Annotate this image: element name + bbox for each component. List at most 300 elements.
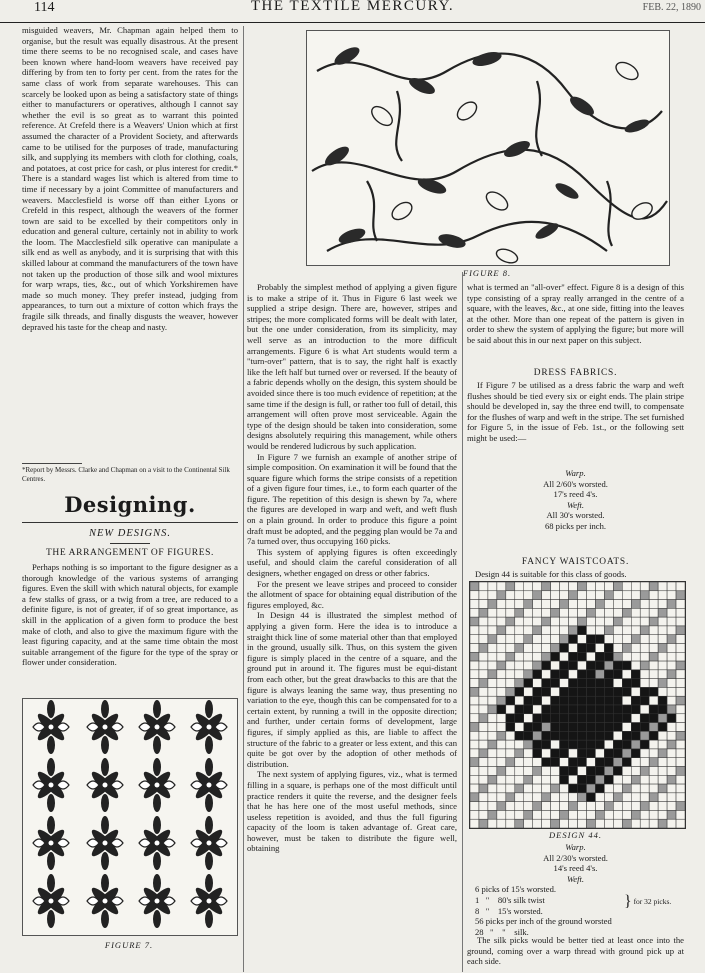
grid-cell <box>470 661 479 670</box>
grid-cell <box>542 810 551 819</box>
grid-cell <box>542 661 551 670</box>
grid-cell <box>533 705 542 714</box>
grid-cell <box>578 705 587 714</box>
grid-cell <box>613 626 622 635</box>
grid-cell <box>604 617 613 626</box>
grid-cell <box>667 670 676 679</box>
grid-cell <box>488 617 497 626</box>
grid-cell <box>640 635 649 644</box>
grid-cell <box>497 767 506 776</box>
grid-cell <box>479 758 488 767</box>
grid-cell <box>569 591 578 600</box>
grid-cell <box>551 670 560 679</box>
grid-cell <box>649 687 658 696</box>
grid-cell <box>586 767 595 776</box>
grid-cell <box>631 679 640 688</box>
grid-cell <box>542 617 551 626</box>
grid-cell <box>533 644 542 653</box>
grid-cell <box>622 600 631 609</box>
grid-cell <box>515 793 524 802</box>
grid-cell <box>560 617 569 626</box>
grid-cell <box>586 652 595 661</box>
grid-cell <box>595 793 604 802</box>
grid-cell <box>631 600 640 609</box>
grid-cell <box>551 626 560 635</box>
grid-cell <box>470 600 479 609</box>
grid-cell <box>551 793 560 802</box>
grid-cell <box>551 740 560 749</box>
grid-cell <box>622 679 631 688</box>
grid-cell <box>524 775 533 784</box>
grid-cell <box>551 652 560 661</box>
section-title: Designing. <box>64 492 196 517</box>
grid-cell <box>515 705 524 714</box>
grid-cell <box>488 635 497 644</box>
grid-cell <box>604 661 613 670</box>
grid-cell <box>533 819 542 828</box>
grid-cell <box>667 758 676 767</box>
grid-cell <box>604 714 613 723</box>
grid-cell <box>479 696 488 705</box>
grid-cell <box>613 784 622 793</box>
grid-cell <box>622 731 631 740</box>
grid-cell <box>631 775 640 784</box>
grid-cell <box>524 652 533 661</box>
grid-cell <box>658 793 667 802</box>
spec-line: 17's reed 4's. <box>553 489 598 500</box>
grid-cell <box>551 661 560 670</box>
grid-cell <box>595 608 604 617</box>
grid-cell <box>613 740 622 749</box>
grid-cell <box>578 600 587 609</box>
figure-7-motifs <box>33 700 227 928</box>
page-header <box>0 0 705 23</box>
grid-cell <box>649 723 658 732</box>
grid-cell <box>569 679 578 688</box>
grid-cell <box>506 617 515 626</box>
grid-cell <box>631 740 640 749</box>
grid-cell <box>613 687 622 696</box>
grid-cell <box>586 591 595 600</box>
grid-cell <box>586 582 595 591</box>
grid-cell <box>649 626 658 635</box>
grid-cell <box>676 767 685 776</box>
waistcoat-spec <box>467 842 684 937</box>
grid-cell <box>569 670 578 679</box>
grid-cell <box>479 749 488 758</box>
grid-cell <box>622 687 631 696</box>
grid-cell <box>479 617 488 626</box>
grid-cell <box>649 731 658 740</box>
grid-cell <box>676 784 685 793</box>
grid-cell <box>622 740 631 749</box>
grid-cell <box>622 784 631 793</box>
grid-cell <box>667 600 676 609</box>
grid-cell <box>542 784 551 793</box>
grid-cell <box>470 705 479 714</box>
grid-cell <box>658 819 667 828</box>
grid-cell <box>604 679 613 688</box>
grid-cell <box>604 758 613 767</box>
grid-cell <box>631 608 640 617</box>
grid-cell <box>515 582 524 591</box>
grid-cell <box>560 758 569 767</box>
grid-cell <box>524 714 533 723</box>
grid-cell <box>676 802 685 811</box>
grid-cell <box>578 582 587 591</box>
grid-cell <box>542 635 551 644</box>
grid-cell <box>533 758 542 767</box>
grid-cell <box>658 696 667 705</box>
grid-cell <box>497 617 506 626</box>
grid-cell <box>569 767 578 776</box>
grid-cell <box>533 582 542 591</box>
grid-cell <box>676 819 685 828</box>
brace-note-text: for 32 picks. <box>633 897 672 907</box>
grid-cell <box>488 608 497 617</box>
grid-cell <box>586 802 595 811</box>
grid-cell <box>542 696 551 705</box>
grid-cell <box>622 758 631 767</box>
grid-cell <box>560 661 569 670</box>
grid-cell <box>497 696 506 705</box>
grid-cell <box>649 670 658 679</box>
grid-cell <box>604 802 613 811</box>
grid-cell <box>515 731 524 740</box>
subtitle-rule <box>110 543 150 544</box>
grid-cell <box>586 600 595 609</box>
grid-cell <box>470 714 479 723</box>
weft-line: 28 " " silk. <box>475 926 529 937</box>
grid-cell <box>506 644 515 653</box>
grid-cell <box>578 802 587 811</box>
grid-cell <box>479 767 488 776</box>
grid-cell <box>533 600 542 609</box>
warp-line: 14's reed 4's. <box>553 863 598 874</box>
grid-cell <box>533 687 542 696</box>
grid-cell <box>586 608 595 617</box>
grid-cell <box>560 591 569 600</box>
weft-brace-note <box>624 893 672 910</box>
grid-cell <box>515 652 524 661</box>
grid-cell <box>676 679 685 688</box>
grid-cell <box>604 775 613 784</box>
grid-cell <box>578 714 587 723</box>
grid-cell <box>604 600 613 609</box>
grid-cell <box>470 731 479 740</box>
grid-cell <box>658 582 667 591</box>
designing-article <box>22 562 238 668</box>
grid-cell <box>667 696 676 705</box>
grid-cell <box>640 784 649 793</box>
grid-cell <box>631 670 640 679</box>
issue-date: FEB. 22, 1890 <box>642 2 701 13</box>
grid-cell <box>506 608 515 617</box>
grid-cell <box>640 819 649 828</box>
grid-cell <box>676 635 685 644</box>
grid-cell <box>586 784 595 793</box>
grid-cell <box>658 784 667 793</box>
grid-cell <box>586 819 595 828</box>
grid-cell <box>578 644 587 653</box>
grid-cell <box>470 582 479 591</box>
grid-cell <box>649 635 658 644</box>
grid-cell <box>569 687 578 696</box>
grid-cell <box>506 705 515 714</box>
grid-cell <box>470 591 479 600</box>
grid-cell <box>676 740 685 749</box>
grid-cell <box>515 644 524 653</box>
grid-cell <box>524 670 533 679</box>
grid-cell <box>542 600 551 609</box>
grid-cell <box>488 714 497 723</box>
grid-cell <box>676 810 685 819</box>
figure-8-pattern <box>307 31 669 265</box>
grid-cell <box>578 687 587 696</box>
grid-cell <box>488 591 497 600</box>
grid-cell <box>631 644 640 653</box>
middle-paragraph-2: In Figure 7 we furnish an example of another stripe of simple composition. On examination it will be found that the square figure which forms the stripe consists of a repetition of a given figure four times, i.e., to form each quarter of the figure. The repetition of this design is shewn by 7a, where the figures are developed in warp and weft, and weft flush on a plain ground. In order to produce this figure a point draft must be adopted, and the pegging plan would be 7a and 7a turned over, thus occupying 160 picks. <box>247 451 457 547</box>
grid-cell <box>658 687 667 696</box>
grid-cell <box>622 810 631 819</box>
grid-cell <box>569 740 578 749</box>
grid-cell <box>631 696 640 705</box>
grid-cell <box>524 810 533 819</box>
grid-cell <box>649 661 658 670</box>
grid-cell <box>595 767 604 776</box>
grid-cell <box>631 661 640 670</box>
grid-cell <box>569 652 578 661</box>
grid-cell <box>595 705 604 714</box>
grid-cell <box>542 705 551 714</box>
grid-cell <box>658 714 667 723</box>
grid-cell <box>524 723 533 732</box>
grid-cell <box>631 652 640 661</box>
grid-cell <box>506 740 515 749</box>
grid-cell <box>604 608 613 617</box>
grid-cell <box>470 740 479 749</box>
grid-cell <box>586 793 595 802</box>
grid-cell <box>542 582 551 591</box>
grid-cell <box>569 635 578 644</box>
grid-cell <box>595 740 604 749</box>
grid-cell <box>640 661 649 670</box>
grid-cell <box>595 582 604 591</box>
grid-cell <box>676 731 685 740</box>
grid-cell <box>497 793 506 802</box>
grid-cell <box>622 802 631 811</box>
grid-cell <box>622 705 631 714</box>
grid-cell <box>676 793 685 802</box>
dress-fabrics-paragraph: If Figure 7 be utilised as a dress fabric the warp and weft flushes should be tied every six or eight ends. The plain stripe should be developed in, say the three end twill, to compensate for the flushes of warp and weft in the stripe. The set furnished for Figure 5, in the issue of Feb. 1st., or the following sett might be used:— <box>467 380 684 443</box>
grid-cell <box>515 591 524 600</box>
grid-cell <box>551 608 560 617</box>
grid-cell <box>551 723 560 732</box>
figure-7-caption: FIGURE 7. <box>104 940 154 950</box>
grid-cell <box>613 793 622 802</box>
grid-cell <box>640 740 649 749</box>
figure-8-stems <box>312 54 667 251</box>
grid-cell <box>542 644 551 653</box>
grid-cell <box>479 810 488 819</box>
grid-cell <box>551 767 560 776</box>
grid-cell <box>578 617 587 626</box>
grid-cell <box>542 687 551 696</box>
footnote: *Report by Messrs. Clarke and Chapman on a visit to the Continental Silk Centres. <box>22 466 230 483</box>
grid-cell <box>524 635 533 644</box>
grid-cell <box>578 740 587 749</box>
grid-cell <box>506 582 515 591</box>
grid-cell <box>676 758 685 767</box>
grid-cell <box>613 819 622 828</box>
grid-cell <box>560 819 569 828</box>
weft-line: 6 picks of 15's worsted. <box>475 884 557 895</box>
left-article <box>22 25 238 332</box>
grid-cell <box>524 731 533 740</box>
grid-cell <box>506 626 515 635</box>
grid-cell <box>533 696 542 705</box>
grid-cell <box>515 802 524 811</box>
grid-cell <box>470 626 479 635</box>
grid-cell <box>578 810 587 819</box>
grid-cell <box>595 714 604 723</box>
grid-cell <box>622 626 631 635</box>
grid-cell <box>676 696 685 705</box>
grid-cell <box>640 687 649 696</box>
grid-cell <box>506 784 515 793</box>
grid-cell <box>658 644 667 653</box>
grid-cell <box>497 802 506 811</box>
grid-cell <box>649 749 658 758</box>
grid-cell <box>658 749 667 758</box>
grid-cell <box>613 608 622 617</box>
grid-cell <box>569 644 578 653</box>
grid-cell <box>533 714 542 723</box>
grid-cell <box>560 644 569 653</box>
grid-cell <box>622 644 631 653</box>
grid-cell <box>604 731 613 740</box>
grid-cell <box>506 600 515 609</box>
grid-cell <box>649 819 658 828</box>
grid-cell <box>497 740 506 749</box>
grid-cell <box>488 775 497 784</box>
grid-cell <box>595 819 604 828</box>
grid-cell <box>479 714 488 723</box>
grid-cell <box>613 714 622 723</box>
grid-cell <box>667 784 676 793</box>
grid-cell <box>604 644 613 653</box>
grid-cell <box>470 670 479 679</box>
grid-cell <box>622 714 631 723</box>
grid-cell <box>595 696 604 705</box>
grid-cell <box>667 635 676 644</box>
grid-cell <box>497 661 506 670</box>
grid-cell <box>595 775 604 784</box>
middle-paragraph-1: Probably the simplest method of applying a given figure is to make a stripe of it. Thus in Figure 6 last week we supplied a stripe design. There are, however, stripes and stripes; the more complicated forms will be dealt with later, but the one under consideration, from its simplicity, may well serve as an introduction to the more difficult arrangements. Figure 6 is what Art students would term a "turn-over" pattern, that is to say, the right half is exactly like the left half but turned over or reversed. If the beauty of a fabric depends wholly on the design, this system should be avoided since there is too much evidence of repetition; at the same time if the design is full, or rather too full of detail, this arrangement will often prove most serviceable. Again the type of the design should be taken into consideration, some designs absolutely requiring this management, while others would be rendered ludicrous by such application. <box>247 282 457 451</box>
grid-cell <box>658 670 667 679</box>
grid-cell <box>515 696 524 705</box>
grid-cell <box>676 600 685 609</box>
grid-cell <box>479 775 488 784</box>
grid-cell <box>676 670 685 679</box>
figure-7-pattern <box>23 699 237 935</box>
grid-cell <box>497 758 506 767</box>
grid-cell <box>658 635 667 644</box>
grid-cell <box>667 793 676 802</box>
grid-cell <box>479 740 488 749</box>
grid-cell <box>479 600 488 609</box>
grid-cell <box>604 687 613 696</box>
grid-cell <box>595 810 604 819</box>
grid-cell <box>551 644 560 653</box>
grid-cell <box>649 802 658 811</box>
grid-cell <box>533 670 542 679</box>
grid-cell <box>640 626 649 635</box>
grid-cell <box>667 723 676 732</box>
grid-cell <box>524 617 533 626</box>
grid-cell <box>479 687 488 696</box>
grid-cell <box>542 749 551 758</box>
grid-cell <box>604 591 613 600</box>
grid-cell <box>560 793 569 802</box>
grid-cell <box>569 758 578 767</box>
grid-cell <box>578 608 587 617</box>
grid-cell <box>542 767 551 776</box>
grid-cell <box>604 635 613 644</box>
grid-cell <box>586 670 595 679</box>
grid-cell <box>676 661 685 670</box>
right-paragraph-1: what is termed an "all-over" effect. Figure 8 is a design of this type consisting of a spray really arranged in the centre of a square, with the leaves, &c., at one side, fitting into the leaves at the other. More than one repeat of the pattern is given in order to shew the system of applying the figure; but more will be said about this in our next paper on this subject. <box>467 282 684 345</box>
grid-cell <box>649 679 658 688</box>
grid-cell <box>569 600 578 609</box>
grid-cell <box>524 679 533 688</box>
grid-cell <box>542 608 551 617</box>
brace-glyph: } <box>624 893 632 910</box>
grid-cell <box>524 696 533 705</box>
grid-cell <box>533 784 542 793</box>
grid-cell <box>604 819 613 828</box>
grid-cell <box>551 758 560 767</box>
grid-cell <box>667 661 676 670</box>
grid-cell <box>586 758 595 767</box>
grid-cell <box>649 793 658 802</box>
grid-cell <box>658 758 667 767</box>
grid-cell <box>506 591 515 600</box>
grid-cell <box>631 723 640 732</box>
weft-line: 8 " 15's worsted. <box>475 905 543 916</box>
grid-cell <box>524 705 533 714</box>
spec-line: All 2/60's worsted. <box>543 478 608 489</box>
grid-cell <box>506 661 515 670</box>
grid-cell <box>560 749 569 758</box>
grid-cell <box>578 767 587 776</box>
grid-cell <box>506 652 515 661</box>
grid-cell <box>658 810 667 819</box>
grid-cell <box>542 652 551 661</box>
grid-cell <box>595 670 604 679</box>
grid-cell <box>506 723 515 732</box>
grid-cell <box>676 617 685 626</box>
grid-cell <box>470 819 479 828</box>
grid-cell <box>497 775 506 784</box>
grid-cell <box>649 784 658 793</box>
grid-cell <box>560 810 569 819</box>
grid-cell <box>470 635 479 644</box>
warp-label: Warp. <box>565 842 586 852</box>
grid-cell <box>542 775 551 784</box>
grid-cell <box>667 687 676 696</box>
grid-cell <box>667 714 676 723</box>
